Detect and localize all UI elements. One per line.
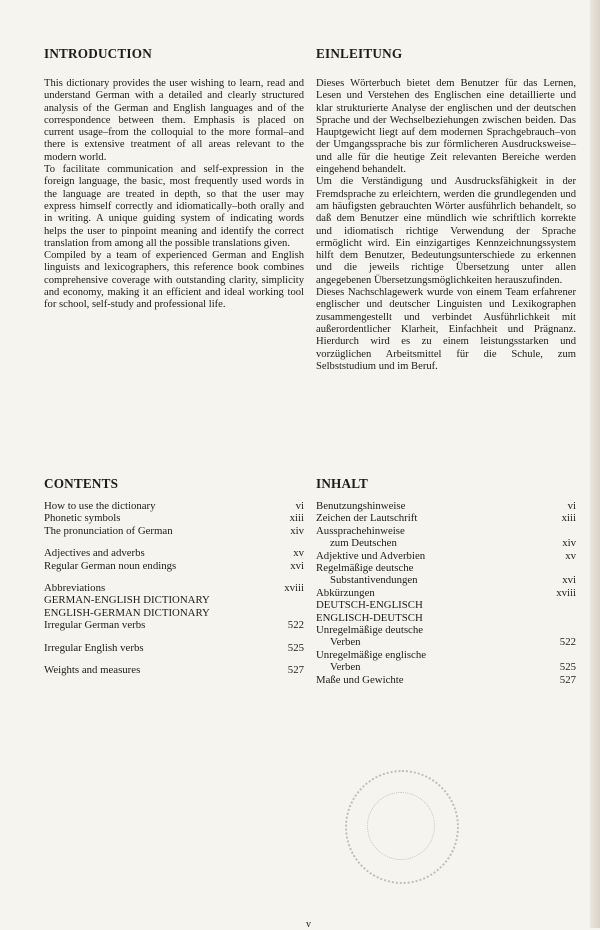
toc-title: Abbreviations <box>44 582 106 595</box>
toc-page: 522 <box>559 636 576 649</box>
toc-title: Zeichen der Lautschrift <box>316 512 418 525</box>
toc-title: Verben <box>330 661 361 674</box>
toc-entry <box>316 525 576 537</box>
toc-entry <box>44 664 304 676</box>
toc-entry <box>44 594 304 606</box>
library-stamp-inner <box>367 792 435 860</box>
toc-entry <box>44 500 304 512</box>
toc-title: The pronunciation of German <box>44 524 173 537</box>
toc-entry <box>44 512 304 524</box>
toc-title: Aussprachehinweise <box>316 524 405 537</box>
toc-title: Maße und Gewichte <box>316 673 404 686</box>
toc-entry <box>44 582 304 594</box>
toc-title: Phonetic symbols <box>44 512 121 525</box>
toc-page: xiv <box>562 537 576 550</box>
toc-entry <box>316 624 576 636</box>
einleitung-heading: EINLEITUNG <box>316 46 403 61</box>
toc-entry <box>44 642 304 654</box>
toc-entry <box>316 512 576 524</box>
toc-page: vi <box>295 500 304 512</box>
toc-page: xvi <box>290 559 304 572</box>
toc-page: 522 <box>287 619 304 632</box>
toc-entry <box>316 562 576 574</box>
einleitung-paragraph: Dieses Wörterbuch bietet dem Benutzer für das Lernen, Lesen und Verstehen des Englischen eine detaillierte und klar strukturierte Analyse der englischen und der deutschen Sprache und der Wechselbeziehungen zwischen beiden. Das Hauptgewicht liegt auf dem modernen Sprachgebrauch–von der Umgangssprache bis zur förmlicheren Ausdrucksweise–und alle für die heutige Zeit relevanten Bereiche werden eingehend behandelt. <box>316 78 576 176</box>
toc-title: Unregelmäßige deutsche <box>316 624 424 637</box>
toc-page: 525 <box>287 641 304 654</box>
toc-title: Regelmäßige deutsche <box>316 562 414 575</box>
toc-entry <box>316 550 576 562</box>
toc-title: DEUTSCH-ENGLISCH <box>316 599 423 612</box>
einleitung-section <box>316 46 576 373</box>
contents-heading: CONTENTS <box>44 476 119 491</box>
toc-entry <box>44 547 304 559</box>
toc-entry <box>316 537 576 549</box>
toc-entry <box>316 500 576 512</box>
toc-page: xiii <box>561 512 576 525</box>
introduction-section <box>44 46 304 312</box>
toc-entry <box>316 649 576 661</box>
library-stamp <box>345 770 459 884</box>
toc-entry <box>316 612 576 624</box>
introduction-paragraph: To facilitate communication and self-expression in the foreign language, the basic, most frequently used words in the language are treated in depth, so that the user may express himself correctly and idiomatically–both orally and in writing. A unique guiding system of indicating words helps the user to pinpoint meaning and identify the correct translation from among all the possible translations given. <box>44 164 304 249</box>
toc-page: 527 <box>287 664 304 677</box>
toc-title: Benutzungshinweise <box>316 500 406 512</box>
toc-title: Verben <box>330 636 361 649</box>
inhalt-section <box>316 476 576 686</box>
introduction-paragraph: This dictionary provides the user wishing to learn, read and understand German with a detailed and clearly structured analysis of the German and English languages and of the correspondence between them. Emphasis is placed on current usage–from the colloquial to the more formal–and there is extensive treatment of all areas relevant to the modern world. <box>44 78 304 163</box>
toc-title: Adjektive und Adverbien <box>316 549 426 562</box>
toc-entry <box>316 661 576 673</box>
einleitung-paragraph: Dieses Nachschlagewerk wurde von einem Team erfahrener englischer und deutscher Linguisten und Lexikographen zusammengestellt und verbindet Ausführlichkeit mit außerordentlicher Klarheit, Einfachheit und Prägnanz. Hierdurch wird es zu einem leistungsstarken und vorzüglichen Arbeitsmittel für die Schule, zum Selbststudium und im Beruf. <box>316 287 576 372</box>
toc-page: xviii <box>556 586 576 599</box>
toc-title: How to use the dictionary <box>44 500 156 512</box>
toc-title: GERMAN-ENGLISH DICTIONARY <box>44 594 210 607</box>
toc-title: zum Deutschen <box>330 537 397 550</box>
toc-entry <box>316 636 576 648</box>
toc-page: xv <box>293 547 304 560</box>
toc-entry <box>316 674 576 686</box>
toc-entry <box>44 525 304 537</box>
toc-entry <box>316 587 576 599</box>
toc-page: vi <box>567 500 576 512</box>
toc-entry <box>44 619 304 631</box>
toc-title: Weights and measures <box>44 664 141 677</box>
toc-entry <box>316 599 576 611</box>
toc-title: Abkürzungen <box>316 586 375 599</box>
toc-page: xiii <box>289 512 304 525</box>
toc-title: Substantivendungen <box>330 574 418 587</box>
toc-page: xiv <box>290 524 304 537</box>
toc-page: 527 <box>559 673 576 686</box>
toc-title: ENGLISH-GERMAN DICTIONARY <box>44 606 210 619</box>
toc-page: 525 <box>559 661 576 674</box>
page-number: v <box>306 919 311 930</box>
toc-title: Adjectives and adverbs <box>44 547 145 560</box>
toc-title: Regular German noun endings <box>44 559 177 572</box>
toc-title: ENGLISCH-DEUTSCH <box>316 611 423 624</box>
toc-entry <box>44 560 304 572</box>
toc-title: Irregular English verbs <box>44 641 144 654</box>
introduction-heading: INTRODUCTION <box>44 46 152 61</box>
toc-page: xv <box>565 549 576 562</box>
toc-title: Irregular German verbs <box>44 619 146 632</box>
toc-entry <box>44 607 304 619</box>
toc-page: xvi <box>562 574 576 587</box>
page-edge <box>590 0 600 928</box>
einleitung-paragraph: Um die Verständigung und Ausdrucksfähigkeit in der Fremdsprache zu erleichtern, werden die grundlegenden und am häufigsten gebrauchten Wörter ausführlich behandelt, so daß dem Benutzer eine mündlich wie schriftlich korrekte und idiomatisch richtige Verwendung der Sprache ermöglicht wird. Ein einzigartiges Kennzeichnungssystem hilft dem Benutzer, Bedeutungsunterschiede zu erkennen und die jeweils richtige Übersetzung unter allen angegebenen Übersetzungsmöglichkeiten herauszufinden. <box>316 176 576 286</box>
inhalt-heading: INHALT <box>316 476 369 491</box>
contents-section <box>44 476 304 676</box>
introduction-paragraph: Compiled by a team of experienced German and English linguists and lexicographers, this reference book combines comprehensive coverage with outstanding clarity, simplicity and economy, making it an efficient and ideal working tool for school, self-study and professional life. <box>44 250 304 311</box>
toc-page: xviii <box>284 582 304 595</box>
toc-title: Unregelmäßige englische <box>316 648 427 661</box>
toc-entry <box>316 574 576 586</box>
